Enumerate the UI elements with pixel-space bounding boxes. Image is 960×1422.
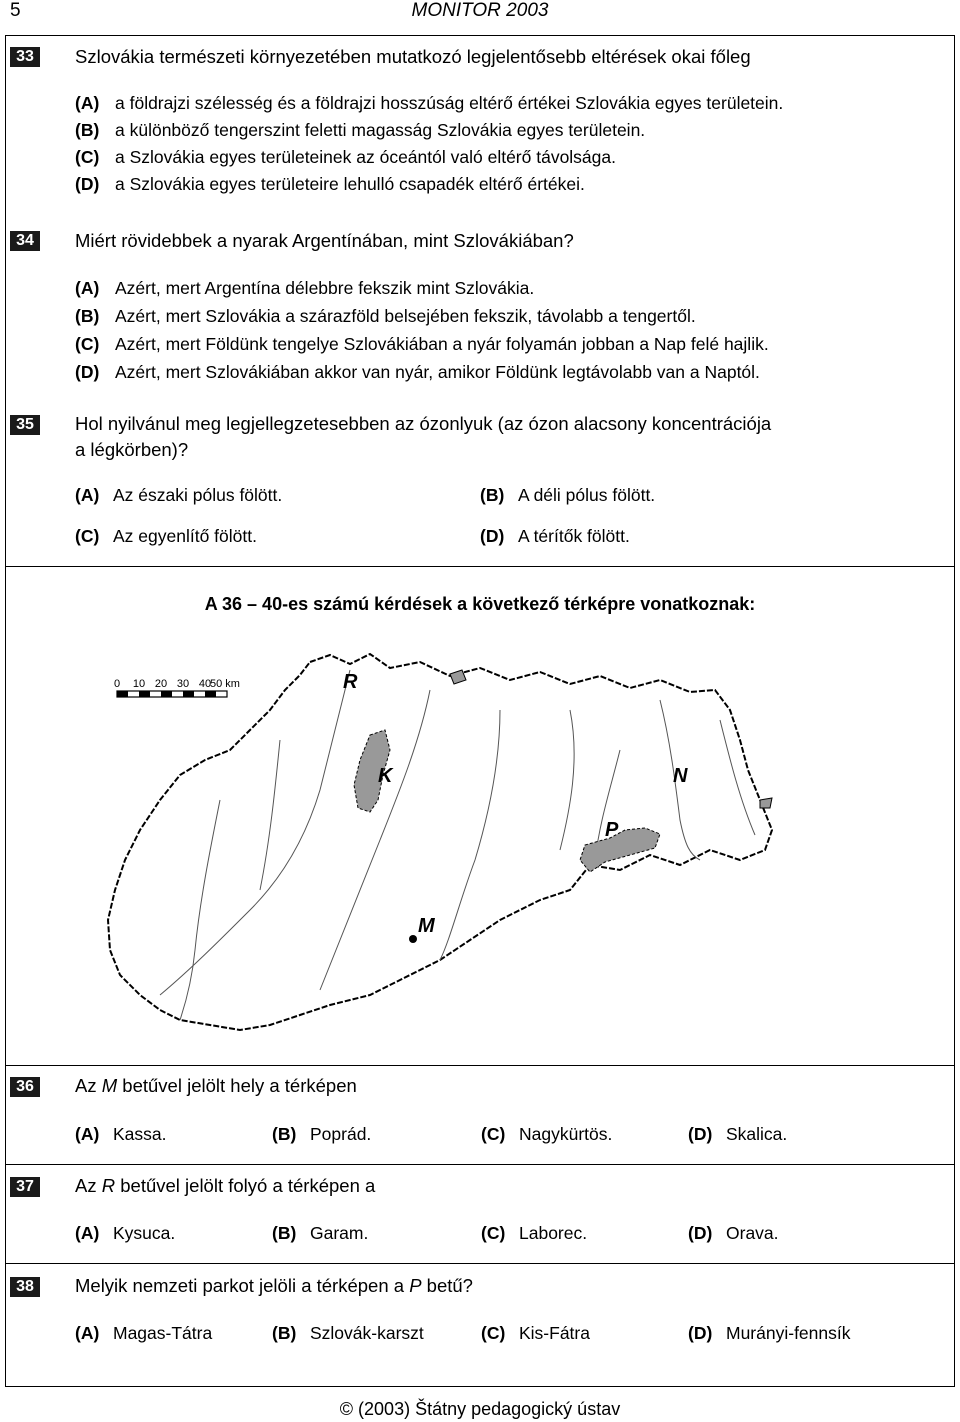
option-text: Murányi-fennsík bbox=[726, 1323, 851, 1343]
scale-label: 50 km bbox=[210, 678, 240, 690]
scale-label: 10 bbox=[132, 678, 146, 690]
question-text-italic: P bbox=[409, 1275, 422, 1296]
option-key: (A) bbox=[75, 1124, 100, 1144]
option-c[interactable] bbox=[481, 1223, 587, 1244]
scale-label: 20 bbox=[154, 678, 168, 690]
question-text-part: betűvel jelölt folyó a térképen a bbox=[115, 1175, 376, 1196]
option-key: (D) bbox=[480, 526, 505, 546]
option-b[interactable] bbox=[480, 485, 655, 506]
scale-label: 30 bbox=[176, 678, 190, 690]
option-b[interactable] bbox=[272, 1323, 424, 1344]
option-text: a Szlovákia egyes területeinek az óceántól való eltérő távolsága. bbox=[115, 147, 616, 167]
option-d[interactable] bbox=[480, 526, 630, 547]
option-text: Orava. bbox=[726, 1223, 779, 1243]
slovakia-map bbox=[100, 650, 860, 1060]
question-text-line: a légkörben)? bbox=[75, 439, 189, 460]
page-number: 5 bbox=[10, 0, 21, 21]
option-a[interactable] bbox=[75, 93, 783, 114]
option-a[interactable] bbox=[75, 1124, 167, 1145]
scale-label: 0 bbox=[113, 678, 121, 690]
option-text: Kis-Fátra bbox=[519, 1323, 590, 1343]
option-text: Azért, mert Szlovákiában akkor van nyár, amikor Földünk legtávolabb van a Naptól. bbox=[115, 362, 760, 382]
option-d[interactable] bbox=[688, 1323, 851, 1344]
map-label-m: M bbox=[418, 915, 435, 937]
question-text-part: betűvel jelölt hely a térképen bbox=[117, 1075, 357, 1096]
option-b[interactable] bbox=[272, 1124, 371, 1145]
option-key: (D) bbox=[75, 174, 100, 194]
option-key: (B) bbox=[480, 485, 505, 505]
option-key: (B) bbox=[272, 1124, 297, 1144]
option-b[interactable] bbox=[75, 306, 696, 327]
option-text: Garam. bbox=[310, 1223, 369, 1243]
option-key: (A) bbox=[75, 93, 100, 113]
question-text bbox=[75, 1073, 357, 1099]
option-a[interactable] bbox=[75, 278, 534, 299]
option-text: Laborec. bbox=[519, 1223, 588, 1243]
scale-bar bbox=[114, 678, 240, 697]
page-title: MONITOR 2003 bbox=[411, 0, 549, 21]
option-text: Magas-Tátra bbox=[113, 1323, 213, 1343]
map-divider bbox=[5, 1065, 955, 1066]
option-text: A déli pólus fölött. bbox=[518, 485, 656, 505]
option-text: Nagykürtös. bbox=[519, 1124, 613, 1144]
option-key: (C) bbox=[481, 1124, 506, 1144]
option-text: Az egyenlítő fölött. bbox=[113, 526, 257, 546]
option-text: Azért, mert Szlovákia a szárazföld belsejében fekszik, távolabb a tengertől. bbox=[115, 306, 696, 326]
question-number: 34 bbox=[10, 231, 40, 251]
option-c[interactable] bbox=[75, 334, 769, 355]
question-number: 38 bbox=[10, 1277, 40, 1297]
option-a[interactable] bbox=[75, 1223, 175, 1244]
option-d[interactable] bbox=[688, 1124, 787, 1145]
option-key: (B) bbox=[272, 1323, 297, 1343]
option-text: Azért, mert Argentína délebbre fekszik mint Szlovákia. bbox=[115, 278, 535, 298]
option-text: a Szlovákia egyes területeire lehulló csapadék eltérő értékei. bbox=[115, 174, 585, 194]
option-text: Kysuca. bbox=[113, 1223, 176, 1243]
footer-copyright: © (2003) Štátny pedagogický ústav bbox=[339, 1399, 621, 1419]
option-d[interactable] bbox=[75, 362, 760, 383]
question-text: Szlovákia természeti környezetében mutatkozó legjelentősebb eltérések okai főleg bbox=[75, 46, 751, 67]
option-key: (C) bbox=[75, 526, 100, 546]
option-key: (D) bbox=[688, 1124, 713, 1144]
option-c[interactable] bbox=[75, 147, 616, 168]
question-text-italic: R bbox=[101, 1175, 116, 1196]
option-text: Poprád. bbox=[310, 1124, 372, 1144]
option-key: (C) bbox=[481, 1223, 506, 1243]
option-text: Szlovák-karszt bbox=[310, 1323, 424, 1343]
option-c[interactable] bbox=[481, 1124, 612, 1145]
option-text: a földrajzi szélesség és a földrajzi hosszúság eltérő értékei Szlovákia egyes területein. bbox=[115, 93, 784, 113]
small-area bbox=[760, 798, 772, 808]
option-b[interactable] bbox=[75, 120, 645, 141]
option-c[interactable] bbox=[481, 1323, 590, 1344]
q36-divider bbox=[5, 1164, 955, 1165]
map-label-p: P bbox=[605, 819, 619, 841]
option-text: a különböző tengerszint feletti magasság Szlovákia egyes területein. bbox=[115, 120, 646, 140]
option-text: Kassa. bbox=[113, 1124, 167, 1144]
section-divider bbox=[5, 566, 955, 567]
option-b[interactable] bbox=[272, 1223, 368, 1244]
option-key: (A) bbox=[75, 1223, 100, 1243]
option-key: (A) bbox=[75, 278, 100, 298]
question-text-part: Melyik nemzeti parkot jelöli a térképen a bbox=[75, 1275, 410, 1296]
option-d[interactable] bbox=[688, 1223, 779, 1244]
option-key: (D) bbox=[688, 1223, 713, 1243]
question-text bbox=[75, 411, 771, 463]
question-text: Miért rövidebbek a nyarak Argentínában, mint Szlovákiában? bbox=[75, 230, 574, 251]
country-outline bbox=[108, 654, 772, 1030]
map-point-m bbox=[409, 935, 417, 943]
option-text: Skalica. bbox=[726, 1124, 788, 1144]
map-label-n: N bbox=[673, 765, 688, 787]
question-text-line: Hol nyilvánul meg legjellegzetesebben az ózonlyuk (az ózon alacsony koncentrációja bbox=[75, 413, 772, 434]
question-text-italic: M bbox=[101, 1075, 118, 1096]
q37-divider bbox=[5, 1263, 955, 1264]
option-key: (C) bbox=[75, 334, 100, 354]
option-key: (B) bbox=[75, 306, 100, 326]
question-number: 37 bbox=[10, 1177, 40, 1197]
question-text-part: Az bbox=[75, 1075, 102, 1096]
map-label-k: K bbox=[378, 765, 393, 787]
map-label-r: R bbox=[343, 671, 358, 693]
option-key: (B) bbox=[272, 1223, 297, 1243]
option-d[interactable] bbox=[75, 174, 585, 195]
question-number: 33 bbox=[10, 47, 40, 67]
question-number: 35 bbox=[10, 415, 40, 435]
option-key: (A) bbox=[75, 485, 100, 505]
option-key: (C) bbox=[75, 147, 100, 167]
scale-label: 40 bbox=[198, 678, 212, 690]
option-key: (B) bbox=[75, 120, 100, 140]
option-c[interactable] bbox=[75, 526, 257, 547]
option-key: (D) bbox=[688, 1323, 713, 1343]
question-text bbox=[75, 1273, 473, 1299]
option-text: Azért, mert Földünk tengelye Szlovákiában a nyár folyamán jobban a Nap felé hajlik. bbox=[115, 334, 769, 354]
option-key: (A) bbox=[75, 1323, 100, 1343]
option-key: (D) bbox=[75, 362, 100, 382]
option-a[interactable] bbox=[75, 1323, 212, 1344]
option-text: Az északi pólus fölött. bbox=[113, 485, 283, 505]
question-text-part: Az bbox=[75, 1175, 102, 1196]
section-heading: A 36 – 40-es számú kérdések a következő térképre vonatkoznak: bbox=[204, 594, 756, 614]
question-text-part: betű? bbox=[421, 1275, 473, 1296]
option-a[interactable] bbox=[75, 485, 282, 506]
question-text bbox=[75, 1173, 375, 1199]
option-text: A térítők fölött. bbox=[518, 526, 630, 546]
question-number: 36 bbox=[10, 1077, 40, 1097]
option-key: (C) bbox=[481, 1323, 506, 1343]
